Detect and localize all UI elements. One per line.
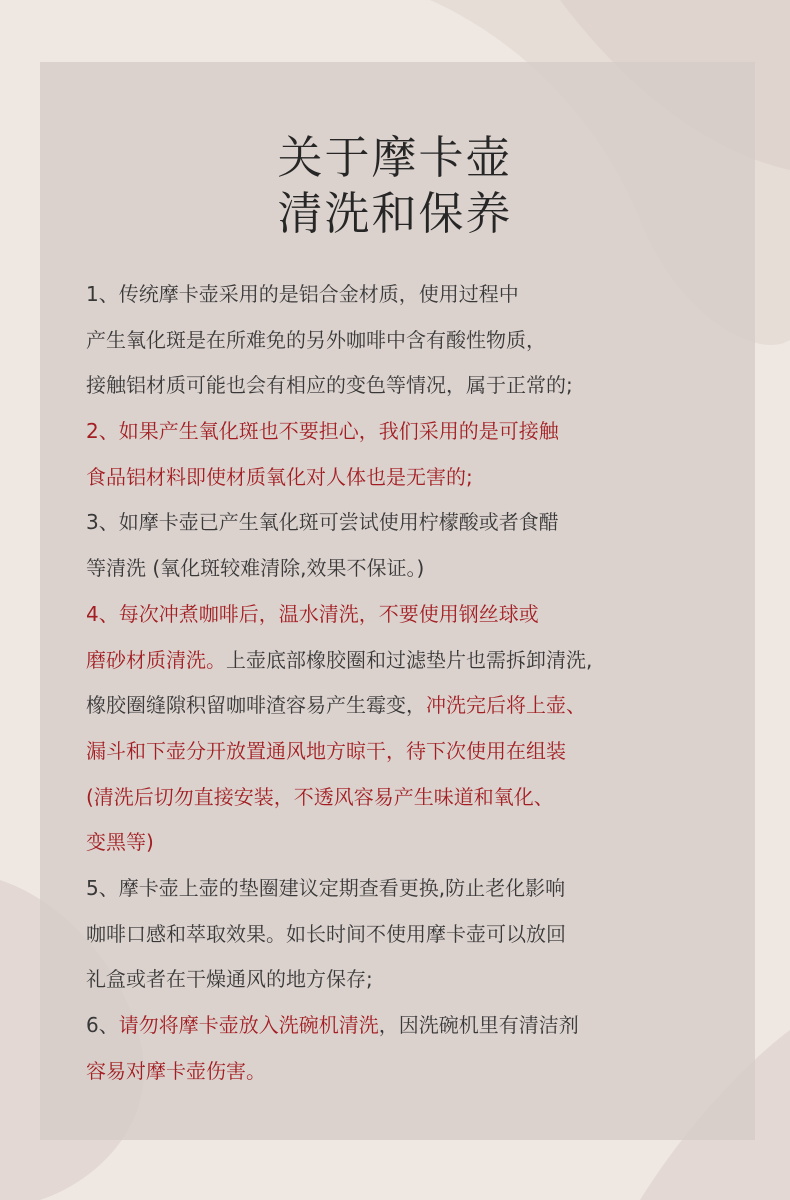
paragraph-3-line-1: 3、如摩卡壶已产生氧化斑可尝试使用柠檬酸或者食醋 xyxy=(86,510,559,535)
paragraph-4-line-2 xyxy=(86,638,736,684)
paragraph-4-line-5: (清洗后切勿直接安装，不透风容易产生味道和氧化、 xyxy=(86,784,554,809)
paragraph-6-line-1 xyxy=(86,1003,736,1049)
care-instructions xyxy=(86,272,736,1094)
paragraph-4-line-3 xyxy=(86,683,736,729)
paragraph-1-line-2: 产生氧化斑是在所难免的另外咖啡中含有酸性物质， xyxy=(86,327,546,352)
paragraph-6-line-1-normal: ，因洗碗机里有清洁剂 xyxy=(378,1013,579,1037)
paragraph-4-line-4: 漏斗和下壶分开放置通风地方晾干，待下次使用在组装 xyxy=(86,738,566,763)
paragraph-1-line-3: 接触铝材质可能也会有相应的变色等情况，属于正常的; xyxy=(86,373,573,398)
paragraph-6-line-2: 容易对摩卡壶伤害。 xyxy=(86,1058,266,1083)
paragraph-6-line-1-highlight: 请勿将摩卡壶放入洗碗机清洗 xyxy=(118,1013,379,1037)
paragraph-4-line-3-normal: 橡胶圈缝隙积留咖啡渣容易产生霉变， xyxy=(86,693,426,718)
paragraph-4-line-6: 变黑等) xyxy=(86,830,154,855)
paragraph-3-line-2: 等清洗 (氧化斑较难清除,效果不保证。) xyxy=(86,556,425,581)
paragraph-1-line-1: 1、传统摩卡壶采用的是铝合金材质，使用过程中 xyxy=(86,282,519,306)
paragraph-4-line-1: 4、每次冲煮咖啡后，温水清洗，不要使用钢丝球或 xyxy=(86,601,539,626)
paragraph-5-line-1: 5、摩卡壶上壶的垫圈建议定期查看更换,防止老化影响 xyxy=(86,875,566,900)
paragraph-2-line-1: 2、如果产生氧化斑也不要担心，我们采用的是可接触 xyxy=(86,419,559,444)
title-line-2: 清洗和保养 xyxy=(277,187,513,240)
title-line-1: 关于摩卡壶 xyxy=(277,131,513,184)
page-title xyxy=(0,130,790,242)
paragraph-5-line-2: 咖啡口感和萃取效果。如长时间不使用摩卡壶可以放回 xyxy=(86,921,566,946)
paragraph-4-line-2-normal: 上壶底部橡胶圈和过滤垫片也需拆卸清洗, xyxy=(226,647,593,672)
paragraph-6-number: 6、 xyxy=(86,1013,119,1037)
paragraph-4-line-2-highlight: 磨砂材质清洗。 xyxy=(86,647,226,672)
paragraph-2-line-2: 食品铝材料即使材质氧化对人体也是无害的; xyxy=(86,464,473,489)
paragraph-5-line-3: 礼盒或者在干燥通风的地方保存; xyxy=(86,967,373,992)
paragraph-4-line-3-highlight: 冲洗完后将上壶、 xyxy=(426,693,586,718)
